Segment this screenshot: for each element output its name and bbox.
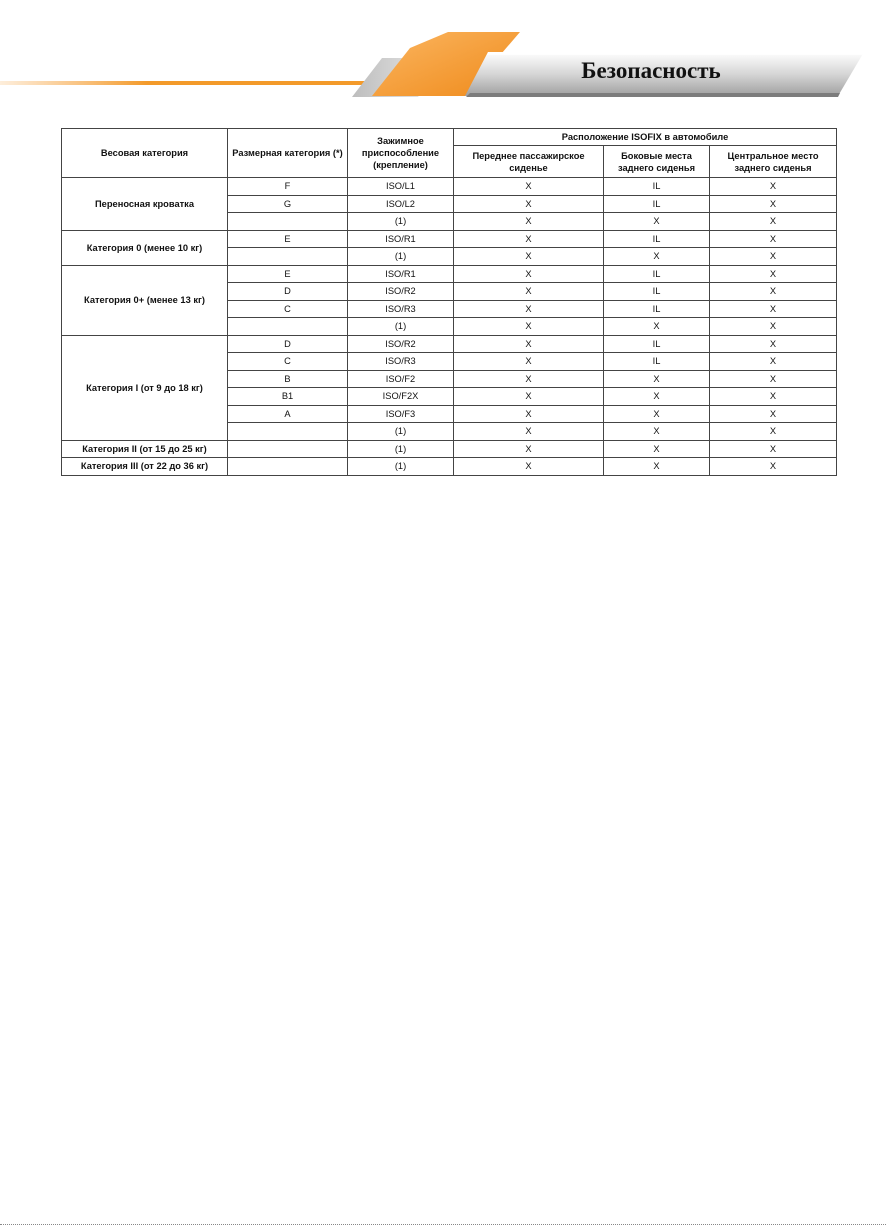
weight-category-cell: Категория II (от 15 до 25 кг) bbox=[62, 440, 228, 458]
header-fixture: Зажимное приспособление (крепление) bbox=[348, 129, 454, 178]
table-row bbox=[62, 440, 837, 458]
size-category-cell: E bbox=[228, 230, 348, 248]
rear-center-cell: X bbox=[710, 458, 837, 476]
fixture-cell: (1) bbox=[348, 423, 454, 441]
size-category-cell bbox=[228, 318, 348, 336]
rear-side-cell: IL bbox=[604, 300, 710, 318]
size-category-cell: D bbox=[228, 335, 348, 353]
fixture-cell: ISO/R3 bbox=[348, 353, 454, 371]
fixture-cell: ISO/F2X bbox=[348, 388, 454, 406]
size-category-cell bbox=[228, 440, 348, 458]
weight-category-cell: Переносная кроватка bbox=[62, 178, 228, 231]
size-category-cell: E bbox=[228, 265, 348, 283]
front-seat-cell: X bbox=[454, 405, 604, 423]
header-banner-graphic bbox=[0, 0, 886, 110]
fixture-cell: ISO/L2 bbox=[348, 195, 454, 213]
rear-center-cell: X bbox=[710, 213, 837, 231]
rear-side-cell: X bbox=[604, 458, 710, 476]
rear-center-cell: X bbox=[710, 405, 837, 423]
front-seat-cell: X bbox=[454, 335, 604, 353]
size-category-cell bbox=[228, 248, 348, 266]
front-seat-cell: X bbox=[454, 178, 604, 196]
rear-center-cell: X bbox=[710, 265, 837, 283]
rear-side-cell: X bbox=[604, 388, 710, 406]
header-rear-center-seat: Центральное место заднего сиденья bbox=[710, 146, 837, 178]
rear-center-cell: X bbox=[710, 178, 837, 196]
fixture-cell: (1) bbox=[348, 318, 454, 336]
fixture-cell: ISO/R1 bbox=[348, 265, 454, 283]
rear-side-cell: X bbox=[604, 248, 710, 266]
front-seat-cell: X bbox=[454, 283, 604, 301]
front-seat-cell: X bbox=[454, 230, 604, 248]
rear-side-cell: IL bbox=[604, 283, 710, 301]
front-seat-cell: X bbox=[454, 370, 604, 388]
header-weight-category: Весовая категория bbox=[62, 129, 228, 178]
front-seat-cell: X bbox=[454, 458, 604, 476]
front-seat-cell: X bbox=[454, 388, 604, 406]
page-title: Безопасность bbox=[581, 58, 721, 83]
header-isofix-location: Расположение ISOFIX в автомобиле bbox=[454, 129, 837, 146]
rear-center-cell: X bbox=[710, 195, 837, 213]
header-front-passenger-seat: Переднее пассажирское сиденье bbox=[454, 146, 604, 178]
size-category-cell: B1 bbox=[228, 388, 348, 406]
rear-center-cell: X bbox=[710, 440, 837, 458]
size-category-cell bbox=[228, 423, 348, 441]
size-category-cell: D bbox=[228, 283, 348, 301]
rear-side-cell: IL bbox=[604, 265, 710, 283]
front-seat-cell: X bbox=[454, 440, 604, 458]
size-category-cell bbox=[228, 458, 348, 476]
front-seat-cell: X bbox=[454, 318, 604, 336]
fixture-cell: ISO/R3 bbox=[348, 300, 454, 318]
rear-side-cell: X bbox=[604, 213, 710, 231]
rear-side-cell: X bbox=[604, 440, 710, 458]
front-seat-cell: X bbox=[454, 265, 604, 283]
size-category-cell: B bbox=[228, 370, 348, 388]
weight-category-cell: Категория III (от 22 до 36 кг) bbox=[62, 458, 228, 476]
fixture-cell: (1) bbox=[348, 213, 454, 231]
table-row bbox=[62, 230, 837, 248]
table-row bbox=[62, 335, 837, 353]
size-category-cell: F bbox=[228, 178, 348, 196]
table-row bbox=[62, 458, 837, 476]
rear-center-cell: X bbox=[710, 353, 837, 371]
fixture-cell: (1) bbox=[348, 458, 454, 476]
front-seat-cell: X bbox=[454, 213, 604, 231]
rear-side-cell: X bbox=[604, 318, 710, 336]
rear-side-cell: X bbox=[604, 423, 710, 441]
rear-center-cell: X bbox=[710, 300, 837, 318]
fixture-cell: ISO/F3 bbox=[348, 405, 454, 423]
header-rear-side-seats: Боковые места заднего сиденья bbox=[604, 146, 710, 178]
rear-side-cell: IL bbox=[604, 335, 710, 353]
rear-center-cell: X bbox=[710, 335, 837, 353]
rear-center-cell: X bbox=[710, 318, 837, 336]
rear-side-cell: X bbox=[604, 370, 710, 388]
rear-center-cell: X bbox=[710, 230, 837, 248]
fixture-cell: ISO/R2 bbox=[348, 335, 454, 353]
page-bottom-border bbox=[0, 1224, 886, 1225]
table-body bbox=[62, 178, 837, 476]
table-row bbox=[62, 178, 837, 196]
rear-side-cell: IL bbox=[604, 195, 710, 213]
rear-side-cell: X bbox=[604, 405, 710, 423]
rear-center-cell: X bbox=[710, 388, 837, 406]
size-category-cell: A bbox=[228, 405, 348, 423]
rear-side-cell: IL bbox=[604, 178, 710, 196]
size-category-cell: C bbox=[228, 300, 348, 318]
rear-center-cell: X bbox=[710, 370, 837, 388]
fixture-cell: ISO/F2 bbox=[348, 370, 454, 388]
size-category-cell: C bbox=[228, 353, 348, 371]
weight-category-cell: Категория 0 (менее 10 кг) bbox=[62, 230, 228, 265]
rear-center-cell: X bbox=[710, 248, 837, 266]
weight-category-cell: Категория I (от 9 до 18 кг) bbox=[62, 335, 228, 440]
table-row bbox=[62, 265, 837, 283]
fixture-cell: (1) bbox=[348, 440, 454, 458]
fixture-cell: ISO/L1 bbox=[348, 178, 454, 196]
fixture-cell: ISO/R2 bbox=[348, 283, 454, 301]
front-seat-cell: X bbox=[454, 353, 604, 371]
rear-side-cell: IL bbox=[604, 230, 710, 248]
rear-center-cell: X bbox=[710, 423, 837, 441]
header-size-category: Размерная категория (*) bbox=[228, 129, 348, 178]
size-category-cell: G bbox=[228, 195, 348, 213]
isofix-compatibility-table bbox=[61, 128, 837, 476]
front-seat-cell: X bbox=[454, 195, 604, 213]
front-seat-cell: X bbox=[454, 248, 604, 266]
fixture-cell: ISO/R1 bbox=[348, 230, 454, 248]
rear-side-cell: IL bbox=[604, 353, 710, 371]
size-category-cell bbox=[228, 213, 348, 231]
weight-category-cell: Категория 0+ (менее 13 кг) bbox=[62, 265, 228, 335]
rear-center-cell: X bbox=[710, 283, 837, 301]
fixture-cell: (1) bbox=[348, 248, 454, 266]
front-seat-cell: X bbox=[454, 300, 604, 318]
front-seat-cell: X bbox=[454, 423, 604, 441]
